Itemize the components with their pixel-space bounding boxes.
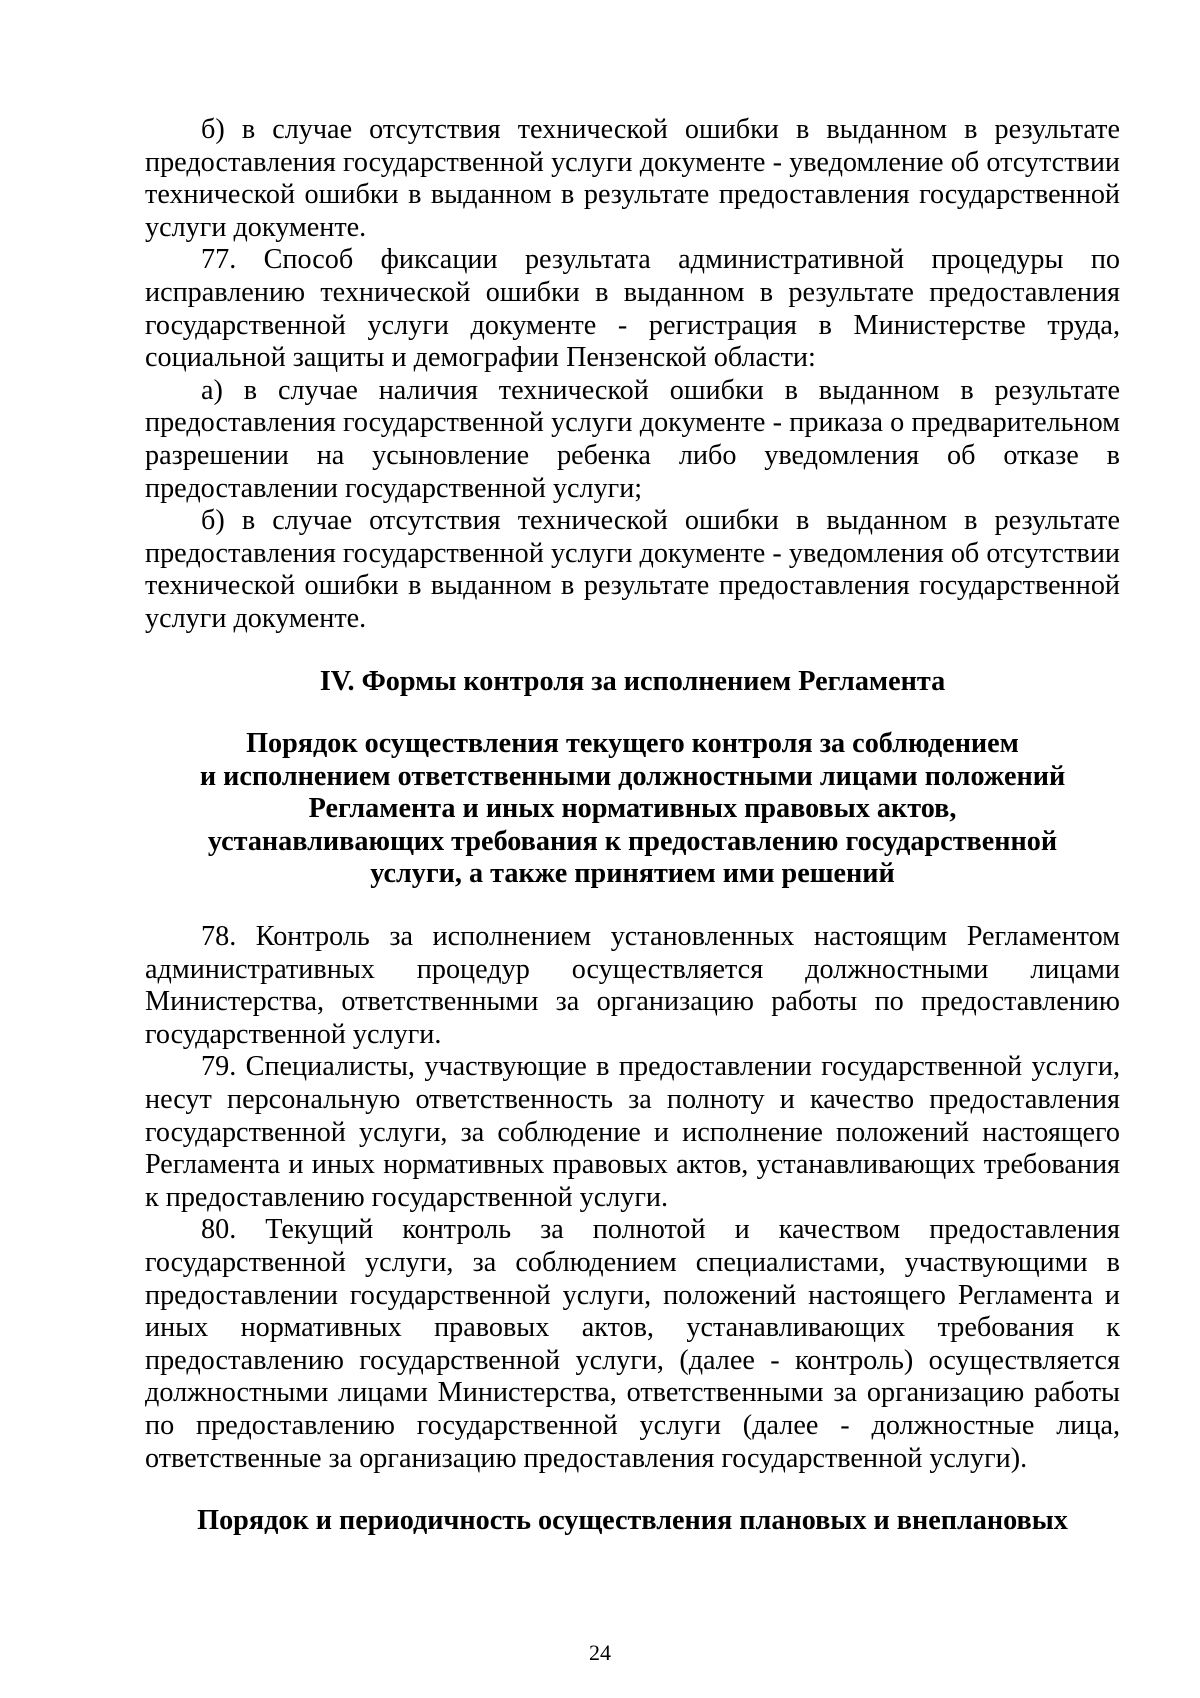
subsection-title xyxy=(145,728,1120,891)
paragraph-77: 77. Способ фиксации результата административной процедуры по исправлению технической ошибки в выданном в результате предоставления государственной услуги документе - регистрация в Министерстве труда, социальной защиты и демографии Пензенской области: xyxy=(145,244,1120,374)
next-section-heading: Порядок и периодичность осуществления плановых и внеплановых xyxy=(197,1505,1068,1537)
section-title: IV. Формы контроля за исполнением Регламента xyxy=(319,665,946,697)
paragraph-77a: а) в случае наличия технической ошибки в выданном в результате предоставления государственной услуги документе - приказа о предварительном разрешении на усыновление ребенка либо уведомления об отказе в предоставлении государственной услуги; xyxy=(145,374,1120,504)
paragraph-80: 80. Текущий контроль за полнотой и качеством предоставления государственной услуги, за соблюдением специалистами, участвующими в предоставлении государственной услуги, положений настоящего Регламента и иных нормативных правовых актов, устанавливающих требования к предоставлению государственной услуги, (далее - контроль) осуществляется должностными лицами Министерства, ответственными за организацию работы по предоставлению государственной услуги (далее - должностные лица, ответственные за организацию предоставления государственной услуги). xyxy=(145,1214,1120,1474)
paragraph-78: 78. Контроль за исполнением установленных настоящим Регламентом административных процедур осуществляется должностными лицами Министерства, ответственными за организацию работы по предоставлению государственной услуги. xyxy=(145,921,1120,1050)
subsection-title-line: и исполнением ответственными должностными лицами положений xyxy=(199,760,1066,792)
page-number: 24 xyxy=(589,1640,611,1665)
subsection-title-line: устанавливающих требования к предоставлению государственной xyxy=(207,825,1058,857)
document-page xyxy=(145,114,1120,1538)
subsection-title-line: Регламента и иных нормативных правовых актов, xyxy=(308,793,957,825)
subsection-title-line: Порядок осуществления текущего контроля за соблюдением xyxy=(246,728,1019,760)
paragraph-76b: б) в случае отсутствия технической ошибки в выданном в результате предоставления государственной услуги документе - уведомление об отсутствии технической ошибки в выданном в результате предоставления государственной услуги документе. xyxy=(145,114,1120,243)
subsection-title-line: услуги, а также принятием ими решений xyxy=(370,858,895,890)
paragraph-79: 79. Специалисты, участвующие в предоставлении государственной услуги, несут персональную ответственность за полноту и качество предоставления государственной услуги, за соблюдение и исполнение положений настоящего Регламента и иных нормативных правовых актов, устанавливающих требования к предоставлению государственной услуги. xyxy=(145,1051,1120,1213)
paragraph-77b: б) в случае отсутствия технической ошибки в выданном в результате предоставления государственной услуги документе - уведомления об отсутствии технической ошибки в выданном в результате предоставления государственной услуги документе. xyxy=(145,505,1120,634)
